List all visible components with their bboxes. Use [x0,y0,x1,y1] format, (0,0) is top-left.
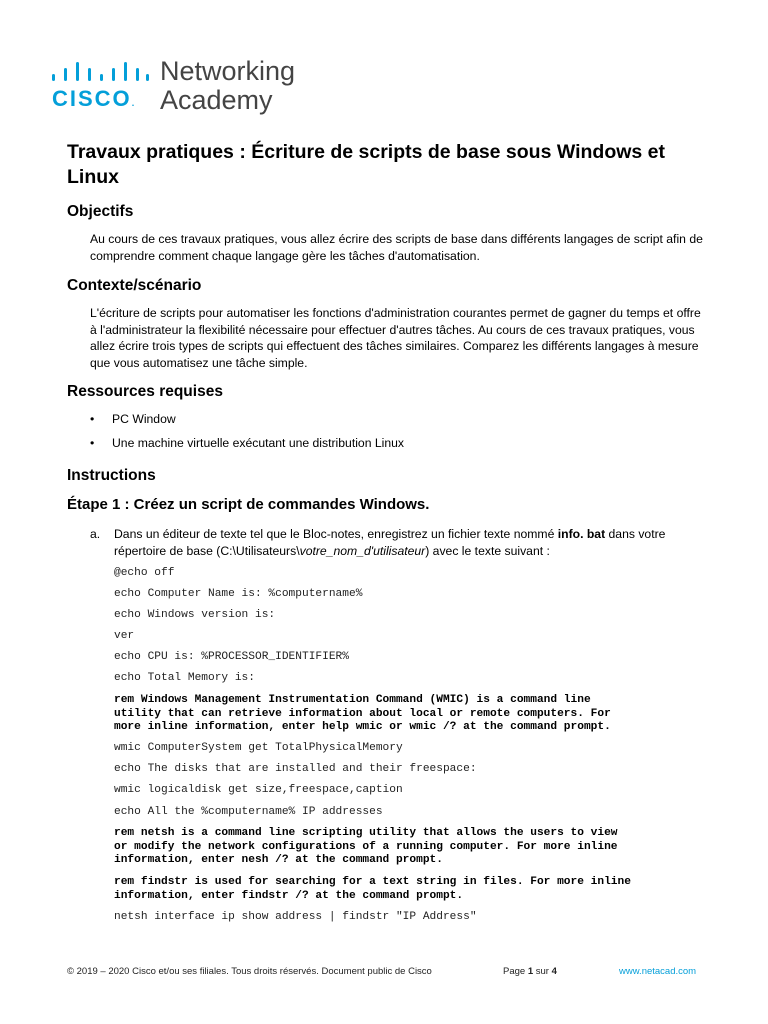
page-title: Travaux pratiques : Écriture de scripts de base sous Windows et Linux [67,141,666,188]
logo-networking: Networking [160,56,296,86]
heading-contexte: Contexte/scénario [67,277,202,294]
footer-link[interactable]: www.netacad.com [619,966,697,977]
heading-instructions: Instructions [67,467,156,484]
cisco-networking-academy-logo [52,58,312,118]
filename: info. bat [557,527,606,541]
code-line: echo CPU is: %PROCESSOR_IDENTIFIER% [114,651,349,663]
logo-academy: Academy [160,85,273,115]
code-comment: rem findstr is used for searching for a text string in files. For more inline information, enter findstr /? at the command prompt. [114,876,631,902]
heading-objectifs: Objectifs [67,203,134,220]
code-line: wmic logicaldisk get size,freespace,caption [114,784,403,796]
heading-etape-1: Étape 1 : Créez un script de commandes Windows. [67,496,430,513]
code-line: echo Windows version is: [114,609,276,621]
code-line: echo Computer Name is: %computername% [114,588,363,600]
objectifs-text: Au cours de ces travaux pratiques, vous allez écrire des scripts de base dans différents langages de script afin de comprendre comment chaque langage gère les tâches d'automatisation. [90,232,703,263]
cisco-wordmark: CISCO. [52,86,137,111]
code-line: ver [114,630,135,642]
list-item: • PC Window [90,412,176,426]
footer-page-number: Page 1 sur 4 [503,966,557,977]
footer-copyright: © 2019 – 2020 Cisco et/ou ses filiales. Tous droits réservés. Document public de Cisco [67,966,432,977]
code-comment: rem Windows Management Instrumentation Command (WMIC) is a command line utility that can retrieve information about local or remote computers. For more inline information, enter help wmic or wmic /? at the command prompt. [114,694,611,733]
step-a: a. Dans un éditeur de texte tel que le Bloc-notes, enregistrez un fichier texte nommé info. bat dans votre répertoire de base (C:\Utilisateurs\votre_nom_d'utilisateur) avec le texte suivant : [90,527,666,558]
code-line: wmic ComputerSystem get TotalPhysicalMemory [114,742,403,754]
list-item: • Une machine virtuelle exécutant une distribution Linux [90,436,404,450]
heading-ressources: Ressources requises [67,383,223,400]
code-line: netsh interface ip show address | findstr "IP Address" [114,911,477,923]
code-line: echo The disks that are installed and their freespace: [114,763,477,775]
code-line: echo Total Memory is: [114,672,255,684]
cisco-bars-icon [52,61,148,81]
contexte-text: L'écriture de scripts pour automatiser les fonctions d'administration courantes permet de gagner du temps et offre à l'administrateur la flexibilité nécessaire pour effectuer d'autres tâches. Au cours de ces travaux pratiques, vous allez écrire trois types de scripts qui effectuent des tâches similaires. Comparez les différents langages à mesure que vous automatisez une tâche simple. [90,306,701,370]
code-comment: rem netsh is a command line scripting utility that allows the users to view or modify the network configurations of a running computer. For more inline information, enter nesh /? at the command prompt. [114,827,618,866]
code-line: @echo off [114,567,175,579]
code-line: echo All the %computername% IP addresses [114,806,383,818]
